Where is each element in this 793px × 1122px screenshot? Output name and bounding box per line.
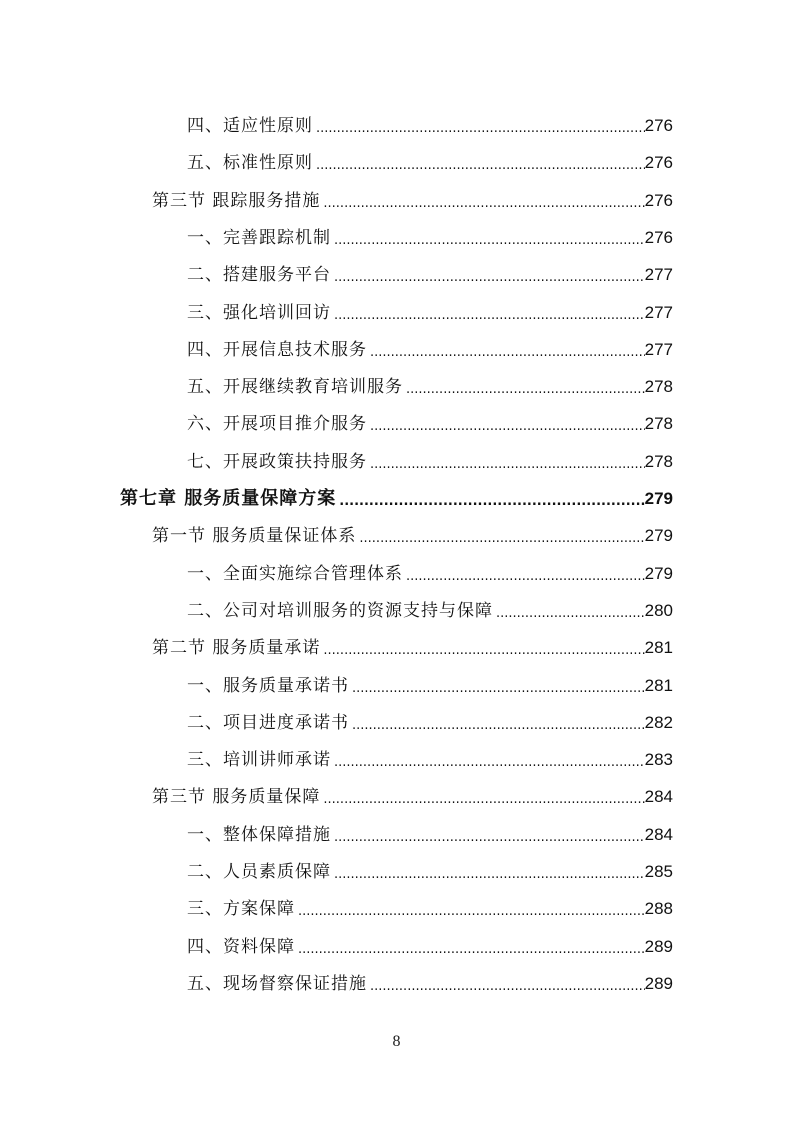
toc-entry-page-number: 289 [644, 936, 673, 956]
toc-entry-page-number: 284 [644, 824, 673, 844]
toc-entry-label: 五、开展继续教育培训服务 [187, 377, 403, 398]
toc-dot-leader [359, 525, 644, 547]
toc-dot-leader [323, 190, 644, 212]
toc-entry-item[interactable] [187, 958, 673, 995]
toc-dot-leader [334, 861, 645, 883]
toc-dot-leader [370, 413, 645, 435]
toc-entry-page-number: 281 [644, 638, 673, 658]
toc-entry-item[interactable] [187, 324, 673, 361]
toc-entry-page-number: 283 [644, 750, 673, 770]
toc-entry-label: 一、服务质量承诺书 [187, 675, 349, 696]
toc-entry-item[interactable] [187, 436, 673, 473]
toc-entry-item[interactable] [187, 398, 673, 435]
toc-entry-page-number: 278 [644, 414, 673, 434]
toc-dot-leader [323, 786, 644, 808]
toc-dot-leader [298, 898, 645, 920]
toc-entry-label: 一、整体保障措施 [187, 824, 331, 845]
toc-entry-section[interactable] [152, 175, 673, 212]
toc-entry-label: 四、适应性原则 [187, 116, 313, 136]
toc-entry-item[interactable] [187, 809, 673, 846]
toc-entry-label: 三、强化培训回访 [187, 302, 331, 323]
toc-dot-leader [316, 115, 645, 137]
toc-entry-item[interactable] [187, 883, 673, 920]
toc-entry-label: 第一节 服务质量保证体系 [152, 526, 357, 547]
toc-dot-leader [406, 563, 645, 585]
toc-dot-leader [334, 264, 645, 286]
toc-entry-item[interactable] [187, 361, 673, 398]
toc-dot-leader [334, 302, 645, 324]
toc-entry-page-number: 289 [644, 973, 673, 993]
toc-entry-page-number: 277 [644, 302, 673, 322]
toc-entry-label: 第二节 服务质量承诺 [152, 638, 321, 659]
toc-dot-leader [334, 227, 645, 249]
toc-entry-page-number: 279 [644, 526, 673, 546]
toc-entry-label: 四、开展信息技术服务 [187, 339, 367, 360]
toc-dot-leader [334, 824, 645, 846]
toc-entry-section[interactable] [152, 771, 673, 808]
toc-dot-leader [298, 936, 645, 958]
toc-dot-leader [352, 712, 645, 734]
toc-entry-page-number: 276 [644, 190, 673, 210]
toc-entry-page-number: 278 [644, 451, 673, 471]
toc-dot-leader [352, 675, 645, 697]
toc-entry-item[interactable] [187, 697, 673, 734]
toc-entry-label: 三、培训讲师承诺 [187, 750, 331, 771]
toc-entry-item[interactable] [187, 548, 673, 585]
toc-entry-page-number: 281 [644, 675, 673, 695]
toc-entry-label: 五、标准性原则 [187, 153, 313, 174]
page-number: 8 [392, 1033, 401, 1050]
toc-entry-page-number: 279 [644, 489, 673, 508]
toc-entry-item[interactable] [187, 212, 673, 249]
toc-entry-label: 二、项目进度承诺书 [187, 712, 349, 733]
toc-entry-page-number: 288 [644, 899, 673, 919]
toc-entry-page-number: 276 [644, 153, 673, 173]
toc-dot-leader [370, 973, 645, 995]
toc-entry-item[interactable] [187, 846, 673, 883]
toc-entry-label: 二、人员素质保障 [187, 862, 331, 882]
toc-entry-label: 第七章 服务质量保障方案 [120, 488, 337, 509]
toc-entry-page-number: 276 [644, 227, 673, 247]
toc-entry-section[interactable] [152, 510, 673, 547]
toc-entry-label: 一、全面实施综合管理体系 [187, 563, 403, 584]
toc-entry-item[interactable] [187, 660, 673, 697]
toc-entry-page-number: 282 [644, 712, 673, 732]
toc-entry-item[interactable] [187, 921, 673, 958]
toc-entry-label: 四、资料保障 [187, 936, 295, 957]
toc-entry-label: 第三节 服务质量保障 [152, 787, 321, 808]
toc-entry-label: 二、公司对培训服务的资源支持与保障 [187, 600, 493, 621]
toc-entry-page-number: 277 [644, 339, 673, 359]
toc-entry-page-number: 279 [644, 563, 673, 583]
toc-entry-label: 第三节 跟踪服务措施 [152, 190, 321, 211]
toc-entry-label: 一、完善跟踪机制 [187, 227, 331, 248]
toc-entry-item[interactable] [187, 734, 673, 771]
toc-dot-leader [406, 376, 645, 398]
toc-dot-leader [370, 451, 645, 473]
toc-entry-item[interactable] [187, 585, 673, 622]
toc-dot-leader [339, 488, 644, 510]
toc-entry-page-number: 280 [644, 600, 673, 620]
toc-entry-label: 七、开展政策扶持服务 [187, 451, 367, 472]
toc-entry-page-number: 276 [644, 116, 673, 135]
toc-entry-item[interactable] [187, 100, 673, 137]
toc-entry-page-number: 278 [644, 377, 673, 397]
toc-entry-item[interactable] [187, 249, 673, 286]
toc-dot-leader [496, 600, 645, 622]
toc-entry-item[interactable] [187, 287, 673, 324]
toc-dot-leader [323, 637, 644, 659]
toc-entry-chapter[interactable] [120, 473, 673, 510]
toc-entry-label: 二、搭建服务平台 [187, 265, 331, 286]
toc-dot-leader [370, 339, 645, 361]
toc-entry-page-number: 284 [644, 787, 673, 807]
toc-entry-label: 三、方案保障 [187, 899, 295, 920]
toc-dot-leader [334, 749, 645, 771]
toc-entry-label: 六、开展项目推介服务 [187, 414, 367, 435]
toc-dot-leader [316, 152, 645, 174]
toc-entry-page-number: 277 [644, 265, 673, 285]
toc-entry-section[interactable] [152, 622, 673, 659]
toc-entry-item[interactable] [187, 137, 673, 174]
toc-entry-label: 五、现场督察保证措施 [187, 973, 367, 994]
toc-entry-page-number: 285 [644, 862, 673, 881]
